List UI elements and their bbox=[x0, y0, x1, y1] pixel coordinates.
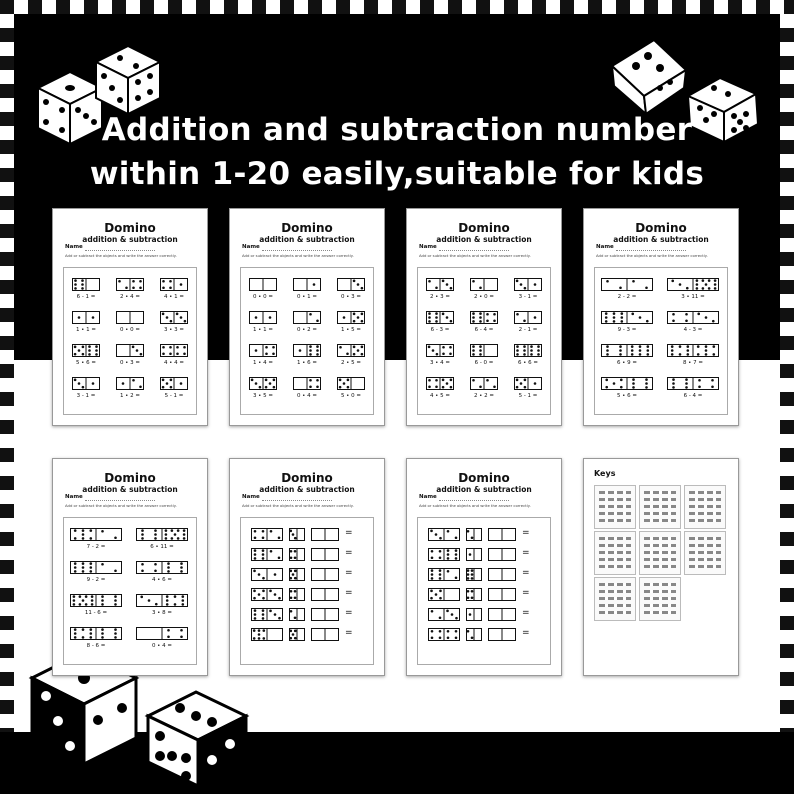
equation-label: 5 - 1 = bbox=[518, 393, 538, 399]
domino-tile bbox=[337, 344, 365, 357]
equals-sign: = bbox=[522, 628, 530, 638]
equation-label: 1 • 6 = bbox=[296, 360, 318, 366]
domino-tile bbox=[72, 278, 100, 291]
domino-tile bbox=[428, 628, 460, 641]
worksheet-subtitle: addition & subtraction bbox=[82, 485, 178, 494]
domino-tile bbox=[289, 548, 305, 561]
equation-label: 2 • 3 = bbox=[429, 294, 451, 300]
worksheet-subtitle: addition & subtraction bbox=[436, 485, 532, 494]
exercise-frame bbox=[417, 267, 551, 415]
answer-key-thumbnail bbox=[639, 577, 681, 621]
domino-tile bbox=[293, 311, 321, 324]
domino-tile bbox=[488, 608, 516, 621]
domino-tile bbox=[72, 311, 100, 324]
worksheet-subtitle: addition & subtraction bbox=[613, 235, 709, 244]
domino-tile bbox=[601, 344, 653, 357]
domino-tile bbox=[428, 608, 460, 621]
worksheet-instruction: Add or subtract the objects and write the answer correctly. bbox=[242, 503, 354, 508]
name-line bbox=[616, 250, 686, 251]
domino-tile bbox=[251, 568, 283, 581]
domino-tile bbox=[470, 278, 498, 291]
equation-label: 3 • 3 = bbox=[163, 327, 185, 333]
answer-key-thumbnail bbox=[594, 577, 636, 621]
worksheet-title: Domino bbox=[635, 221, 687, 235]
equals-sign: = bbox=[522, 528, 530, 538]
equation-label: 3 • 11 = bbox=[681, 294, 705, 300]
domino-tile bbox=[293, 344, 321, 357]
name-line bbox=[262, 250, 332, 251]
worksheet-title: Domino bbox=[458, 221, 510, 235]
domino-tile bbox=[514, 311, 542, 324]
equation-label: 2 • 5 = bbox=[340, 360, 362, 366]
equation-label: 1 • 1 = bbox=[75, 327, 97, 333]
worksheet-preview bbox=[406, 208, 562, 426]
domino-tile bbox=[136, 627, 188, 640]
domino-tile bbox=[428, 548, 460, 561]
domino-tile bbox=[116, 344, 144, 357]
equation-label: 4 • 5 = bbox=[429, 393, 451, 399]
domino-tile bbox=[293, 377, 321, 390]
worksheet-preview bbox=[52, 208, 208, 426]
domino-tile bbox=[470, 377, 498, 390]
equation-label: 4 - 3 = bbox=[683, 327, 703, 333]
domino-tile bbox=[160, 311, 188, 324]
domino-tile bbox=[426, 311, 454, 324]
worksheet-subtitle: addition & subtraction bbox=[436, 235, 532, 244]
domino-tile bbox=[470, 311, 498, 324]
domino-tile bbox=[251, 628, 283, 641]
domino-tile bbox=[289, 588, 305, 601]
equation-label: 3 • 8 = bbox=[151, 610, 173, 616]
domino-tile bbox=[488, 548, 516, 561]
domino-tile bbox=[160, 377, 188, 390]
domino-tile bbox=[289, 608, 305, 621]
domino-tile bbox=[70, 528, 122, 541]
domino-tile bbox=[667, 311, 719, 324]
equation-label: 8 • 7 = bbox=[682, 360, 704, 366]
worksheet-name-label: Name bbox=[596, 244, 614, 250]
domino-tile bbox=[70, 627, 122, 640]
equation-label: 11 - 6 = bbox=[84, 610, 108, 616]
answer-key-thumbnail bbox=[639, 531, 681, 575]
dice-icon bbox=[608, 36, 690, 118]
equals-sign: = bbox=[522, 608, 530, 618]
equation-label: 6 - 0 = bbox=[474, 360, 494, 366]
domino-tile bbox=[426, 278, 454, 291]
worksheet-instruction: Add or subtract the objects and write the answer correctly. bbox=[596, 253, 708, 258]
domino-tile bbox=[466, 548, 482, 561]
equation-label: 5 • 6 = bbox=[616, 393, 638, 399]
equation-label: 2 • 4 = bbox=[119, 294, 141, 300]
name-line bbox=[439, 250, 509, 251]
domino-tile bbox=[70, 561, 122, 574]
equation-label: 3 • 4 = bbox=[429, 360, 451, 366]
domino-tile bbox=[160, 278, 188, 291]
worksheet-subtitle: addition & subtraction bbox=[259, 235, 355, 244]
domino-tile bbox=[466, 628, 482, 641]
equals-sign: = bbox=[345, 528, 353, 538]
equation-label: 6 - 1 = bbox=[76, 294, 96, 300]
name-line bbox=[439, 500, 509, 501]
equation-label: 5 • 6 = bbox=[75, 360, 97, 366]
answer-key-thumbnail bbox=[684, 531, 726, 575]
equation-label: 6 • 6 = bbox=[517, 360, 539, 366]
equation-label: 0 • 1 = bbox=[296, 294, 318, 300]
domino-tile bbox=[311, 608, 339, 621]
domino-tile bbox=[72, 344, 100, 357]
domino-tile bbox=[488, 528, 516, 541]
equals-sign: = bbox=[522, 588, 530, 598]
worksheet-name-label: Name bbox=[242, 244, 260, 250]
equation-label: 6 • 9 = bbox=[616, 360, 638, 366]
worksheet-name-label: Name bbox=[65, 494, 83, 500]
worksheet-title: Domino bbox=[104, 471, 156, 485]
answer-key-thumbnail bbox=[639, 485, 681, 529]
worksheet-name-label: Name bbox=[419, 244, 437, 250]
domino-tile bbox=[116, 311, 144, 324]
headline-line-1: Addition and subtraction number bbox=[101, 112, 693, 148]
dice-icon bbox=[90, 40, 165, 120]
domino-tile bbox=[136, 528, 188, 541]
equation-label: 2 • 0 = bbox=[473, 294, 495, 300]
equation-label: 9 - 2 = bbox=[86, 577, 106, 583]
top-checker-border bbox=[0, 0, 794, 14]
equation-label: 4 • 6 = bbox=[151, 577, 173, 583]
worksheet-subtitle: addition & subtraction bbox=[259, 485, 355, 494]
domino-tile bbox=[311, 628, 339, 641]
equation-label: 2 - 1 = bbox=[518, 327, 538, 333]
exercise-frame bbox=[594, 267, 728, 415]
dice-icon bbox=[142, 686, 252, 790]
worksheet-title: Domino bbox=[281, 471, 333, 485]
domino-tile bbox=[251, 608, 283, 621]
equation-label: 0 • 0 = bbox=[252, 294, 274, 300]
domino-tile bbox=[470, 344, 498, 357]
domino-tile bbox=[311, 528, 339, 541]
domino-tile bbox=[311, 548, 339, 561]
domino-tile bbox=[293, 278, 321, 291]
domino-tile bbox=[488, 588, 516, 601]
answer-key-thumbnail bbox=[594, 531, 636, 575]
domino-tile bbox=[428, 588, 460, 601]
domino-tile bbox=[311, 568, 339, 581]
domino-tile bbox=[667, 344, 719, 357]
equation-label: 3 - 1 = bbox=[518, 294, 538, 300]
domino-tile bbox=[289, 628, 305, 641]
domino-tile bbox=[160, 344, 188, 357]
domino-tile bbox=[428, 568, 460, 581]
domino-tile bbox=[249, 377, 277, 390]
answer-key-thumbnail bbox=[684, 485, 726, 529]
worksheet-preview bbox=[229, 208, 385, 426]
domino-tile bbox=[428, 528, 460, 541]
worksheet-name-label: Name bbox=[65, 244, 83, 250]
answer-keys-preview bbox=[583, 458, 739, 676]
domino-tile bbox=[72, 377, 100, 390]
domino-tile bbox=[249, 311, 277, 324]
worksheet-name-label: Name bbox=[419, 494, 437, 500]
domino-tile bbox=[601, 377, 653, 390]
headline-line-2: within 1-20 easily,suitable for kids bbox=[89, 156, 705, 192]
equals-sign: = bbox=[345, 548, 353, 558]
domino-tile bbox=[667, 377, 719, 390]
equation-label: 0 • 3 = bbox=[119, 360, 141, 366]
domino-tile bbox=[289, 568, 305, 581]
equation-label: 3 - 1 = bbox=[76, 393, 96, 399]
worksheet-instruction: Add or subtract the objects and write the answer correctly. bbox=[419, 503, 531, 508]
equation-label: 0 • 0 = bbox=[119, 327, 141, 333]
equation-label: 6 - 3 = bbox=[430, 327, 450, 333]
domino-tile bbox=[251, 548, 283, 561]
domino-tile bbox=[514, 344, 542, 357]
equation-label: 6 - 4 = bbox=[683, 393, 703, 399]
answer-key-thumbnail bbox=[594, 485, 636, 529]
equation-label: 4 • 4 = bbox=[163, 360, 185, 366]
domino-tile bbox=[466, 568, 482, 581]
exercise-frame bbox=[240, 517, 374, 665]
exercise-frame bbox=[240, 267, 374, 415]
equation-label: 2 • 2 = bbox=[473, 393, 495, 399]
equation-label: 0 • 3 = bbox=[340, 294, 362, 300]
equation-label: 6 • 11 = bbox=[150, 544, 174, 550]
equals-sign: = bbox=[522, 548, 530, 558]
equals-sign: = bbox=[522, 568, 530, 578]
equation-label: 4 • 1 = bbox=[163, 294, 185, 300]
equals-sign: = bbox=[345, 608, 353, 618]
worksheet-instruction: Add or subtract the objects and write the answer correctly. bbox=[419, 253, 531, 258]
domino-tile bbox=[514, 377, 542, 390]
worksheet-title: Domino bbox=[458, 471, 510, 485]
domino-tile bbox=[337, 377, 365, 390]
worksheet-title: Domino bbox=[281, 221, 333, 235]
domino-tile bbox=[249, 344, 277, 357]
worksheet-preview bbox=[52, 458, 208, 676]
equation-label: 6 - 4 = bbox=[474, 327, 494, 333]
domino-tile bbox=[251, 588, 283, 601]
equation-label: 1 • 4 = bbox=[252, 360, 274, 366]
domino-tile bbox=[337, 278, 365, 291]
domino-tile bbox=[601, 311, 653, 324]
worksheet-preview bbox=[583, 208, 739, 426]
domino-tile bbox=[70, 594, 122, 607]
exercise-frame bbox=[63, 267, 197, 415]
domino-tile bbox=[466, 528, 482, 541]
equation-label: 1 • 1 = bbox=[252, 327, 274, 333]
worksheet-instruction: Add or subtract the objects and write the answer correctly. bbox=[65, 503, 177, 508]
equals-sign: = bbox=[345, 588, 353, 598]
equation-label: 0 • 4 = bbox=[151, 643, 173, 649]
domino-tile bbox=[426, 377, 454, 390]
equation-label: 3 • 5 = bbox=[252, 393, 274, 399]
exercise-frame bbox=[63, 517, 197, 665]
equation-label: 9 - 3 = bbox=[617, 327, 637, 333]
equation-label: 1 • 2 = bbox=[119, 393, 141, 399]
domino-tile bbox=[514, 278, 542, 291]
exercise-frame bbox=[417, 517, 551, 665]
domino-tile bbox=[337, 311, 365, 324]
name-line bbox=[85, 250, 155, 251]
domino-tile bbox=[466, 608, 482, 621]
equation-label: 7 - 2 = bbox=[86, 544, 106, 550]
worksheet-subtitle: addition & subtraction bbox=[82, 235, 178, 244]
worksheet-instruction: Add or subtract the objects and write the answer correctly. bbox=[65, 253, 177, 258]
equation-label: 2 - 2 = bbox=[617, 294, 637, 300]
domino-tile bbox=[488, 568, 516, 581]
name-line bbox=[262, 500, 332, 501]
domino-tile bbox=[488, 628, 516, 641]
equation-label: 8 - 6 = bbox=[86, 643, 106, 649]
domino-tile bbox=[311, 588, 339, 601]
domino-tile bbox=[289, 528, 305, 541]
equals-sign: = bbox=[345, 628, 353, 638]
domino-tile bbox=[136, 594, 188, 607]
domino-tile bbox=[466, 588, 482, 601]
keys-title: Keys bbox=[594, 469, 616, 478]
worksheet-title: Domino bbox=[104, 221, 156, 235]
domino-tile bbox=[251, 528, 283, 541]
equation-label: 1 • 5 = bbox=[340, 327, 362, 333]
domino-tile bbox=[116, 377, 144, 390]
domino-tile bbox=[116, 278, 144, 291]
domino-tile bbox=[426, 344, 454, 357]
equals-sign: = bbox=[345, 568, 353, 578]
domino-tile bbox=[667, 278, 719, 291]
equation-label: 0 • 4 = bbox=[296, 393, 318, 399]
worksheet-preview bbox=[406, 458, 562, 676]
domino-tile bbox=[601, 278, 653, 291]
domino-tile bbox=[136, 561, 188, 574]
equation-label: 5 - 1 = bbox=[164, 393, 184, 399]
equation-label: 0 • 2 = bbox=[296, 327, 318, 333]
worksheet-name-label: Name bbox=[242, 494, 260, 500]
name-line bbox=[85, 500, 155, 501]
domino-tile bbox=[249, 278, 277, 291]
worksheet-instruction: Add or subtract the objects and write the answer correctly. bbox=[242, 253, 354, 258]
equation-label: 5 • 0 = bbox=[340, 393, 362, 399]
worksheet-preview bbox=[229, 458, 385, 676]
